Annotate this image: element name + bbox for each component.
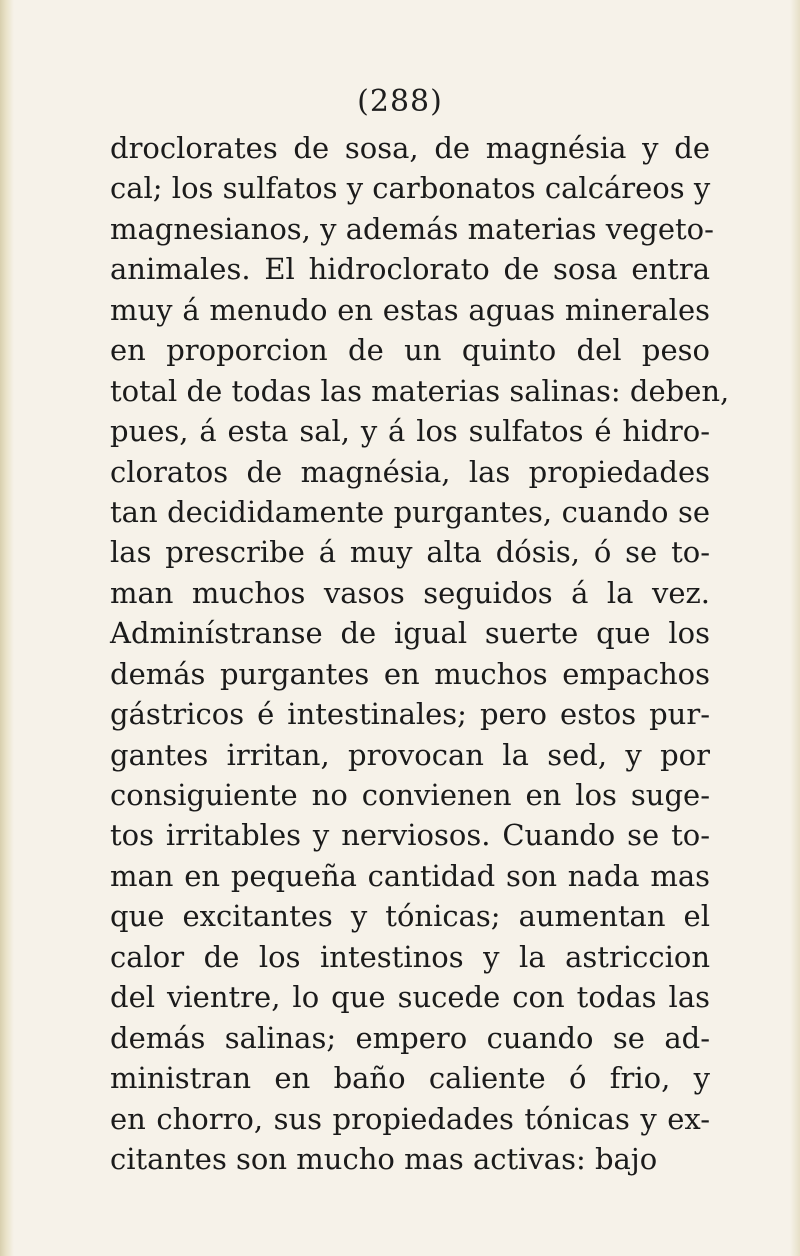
text-line: en proporcion de un quinto del peso (110, 333, 710, 368)
text-line: citantes son mucho mas activas: bajo (110, 1141, 658, 1176)
body-text (110, 128, 730, 1179)
page-outer-edge (790, 0, 800, 1256)
text-line: man en pequeña cantidad son nada mas (110, 858, 710, 893)
text-line: tan decididamente purgantes, cuando se (110, 494, 710, 529)
text-line: man muchos vasos seguidos á la vez. (110, 575, 710, 610)
text-line: del vientre, lo que sucede con todas las (110, 980, 710, 1015)
text-line: demás salinas; empero cuando se ad- (110, 1020, 710, 1055)
text-line: animales. El hidroclorato de sosa entra (110, 252, 710, 287)
text-line: gástricos é intestinales; pero estos pur- (110, 697, 710, 732)
text-line: Adminístranse de igual suerte que los (110, 616, 710, 651)
text-line: que excitantes y tónicas; aumentan el (110, 899, 710, 934)
text-line: calor de los intestinos y la astriccion (110, 939, 710, 974)
text-line: cloratos de magnésia, las propiedades (110, 454, 710, 489)
text-line: consiguiente no convienen en los suge- (110, 778, 710, 812)
text-line: total de todas las materias salinas: deben, (110, 373, 730, 408)
text-line: cal; los sulfatos y carbonatos calcáreos y (110, 171, 711, 206)
text-line: pues, á esta sal, y á los sulfatos é hidro- (110, 414, 710, 449)
text-line: muy á menudo en estas aguas minerales (110, 292, 710, 327)
text-line: tos irritables y nerviosos. Cuando se to- (110, 818, 710, 853)
page-binding-edge (0, 0, 14, 1256)
text-line: magnesianos, y además materias vegeto- (110, 211, 714, 246)
text-line: demás purgantes en muchos empachos (110, 656, 710, 691)
text-line: droclorates de sosa, de magnésia y de (110, 131, 710, 165)
text-line: en chorro, sus propiedades tónicas y ex- (110, 1101, 710, 1136)
text-line: ministran en baño caliente ó frio, y (110, 1061, 710, 1096)
text-line: las prescribe á muy alta dósis, ó se to- (110, 535, 710, 570)
page-number: (288) (357, 84, 443, 119)
text-line: gantes irritan, provocan la sed, y por (110, 737, 710, 772)
